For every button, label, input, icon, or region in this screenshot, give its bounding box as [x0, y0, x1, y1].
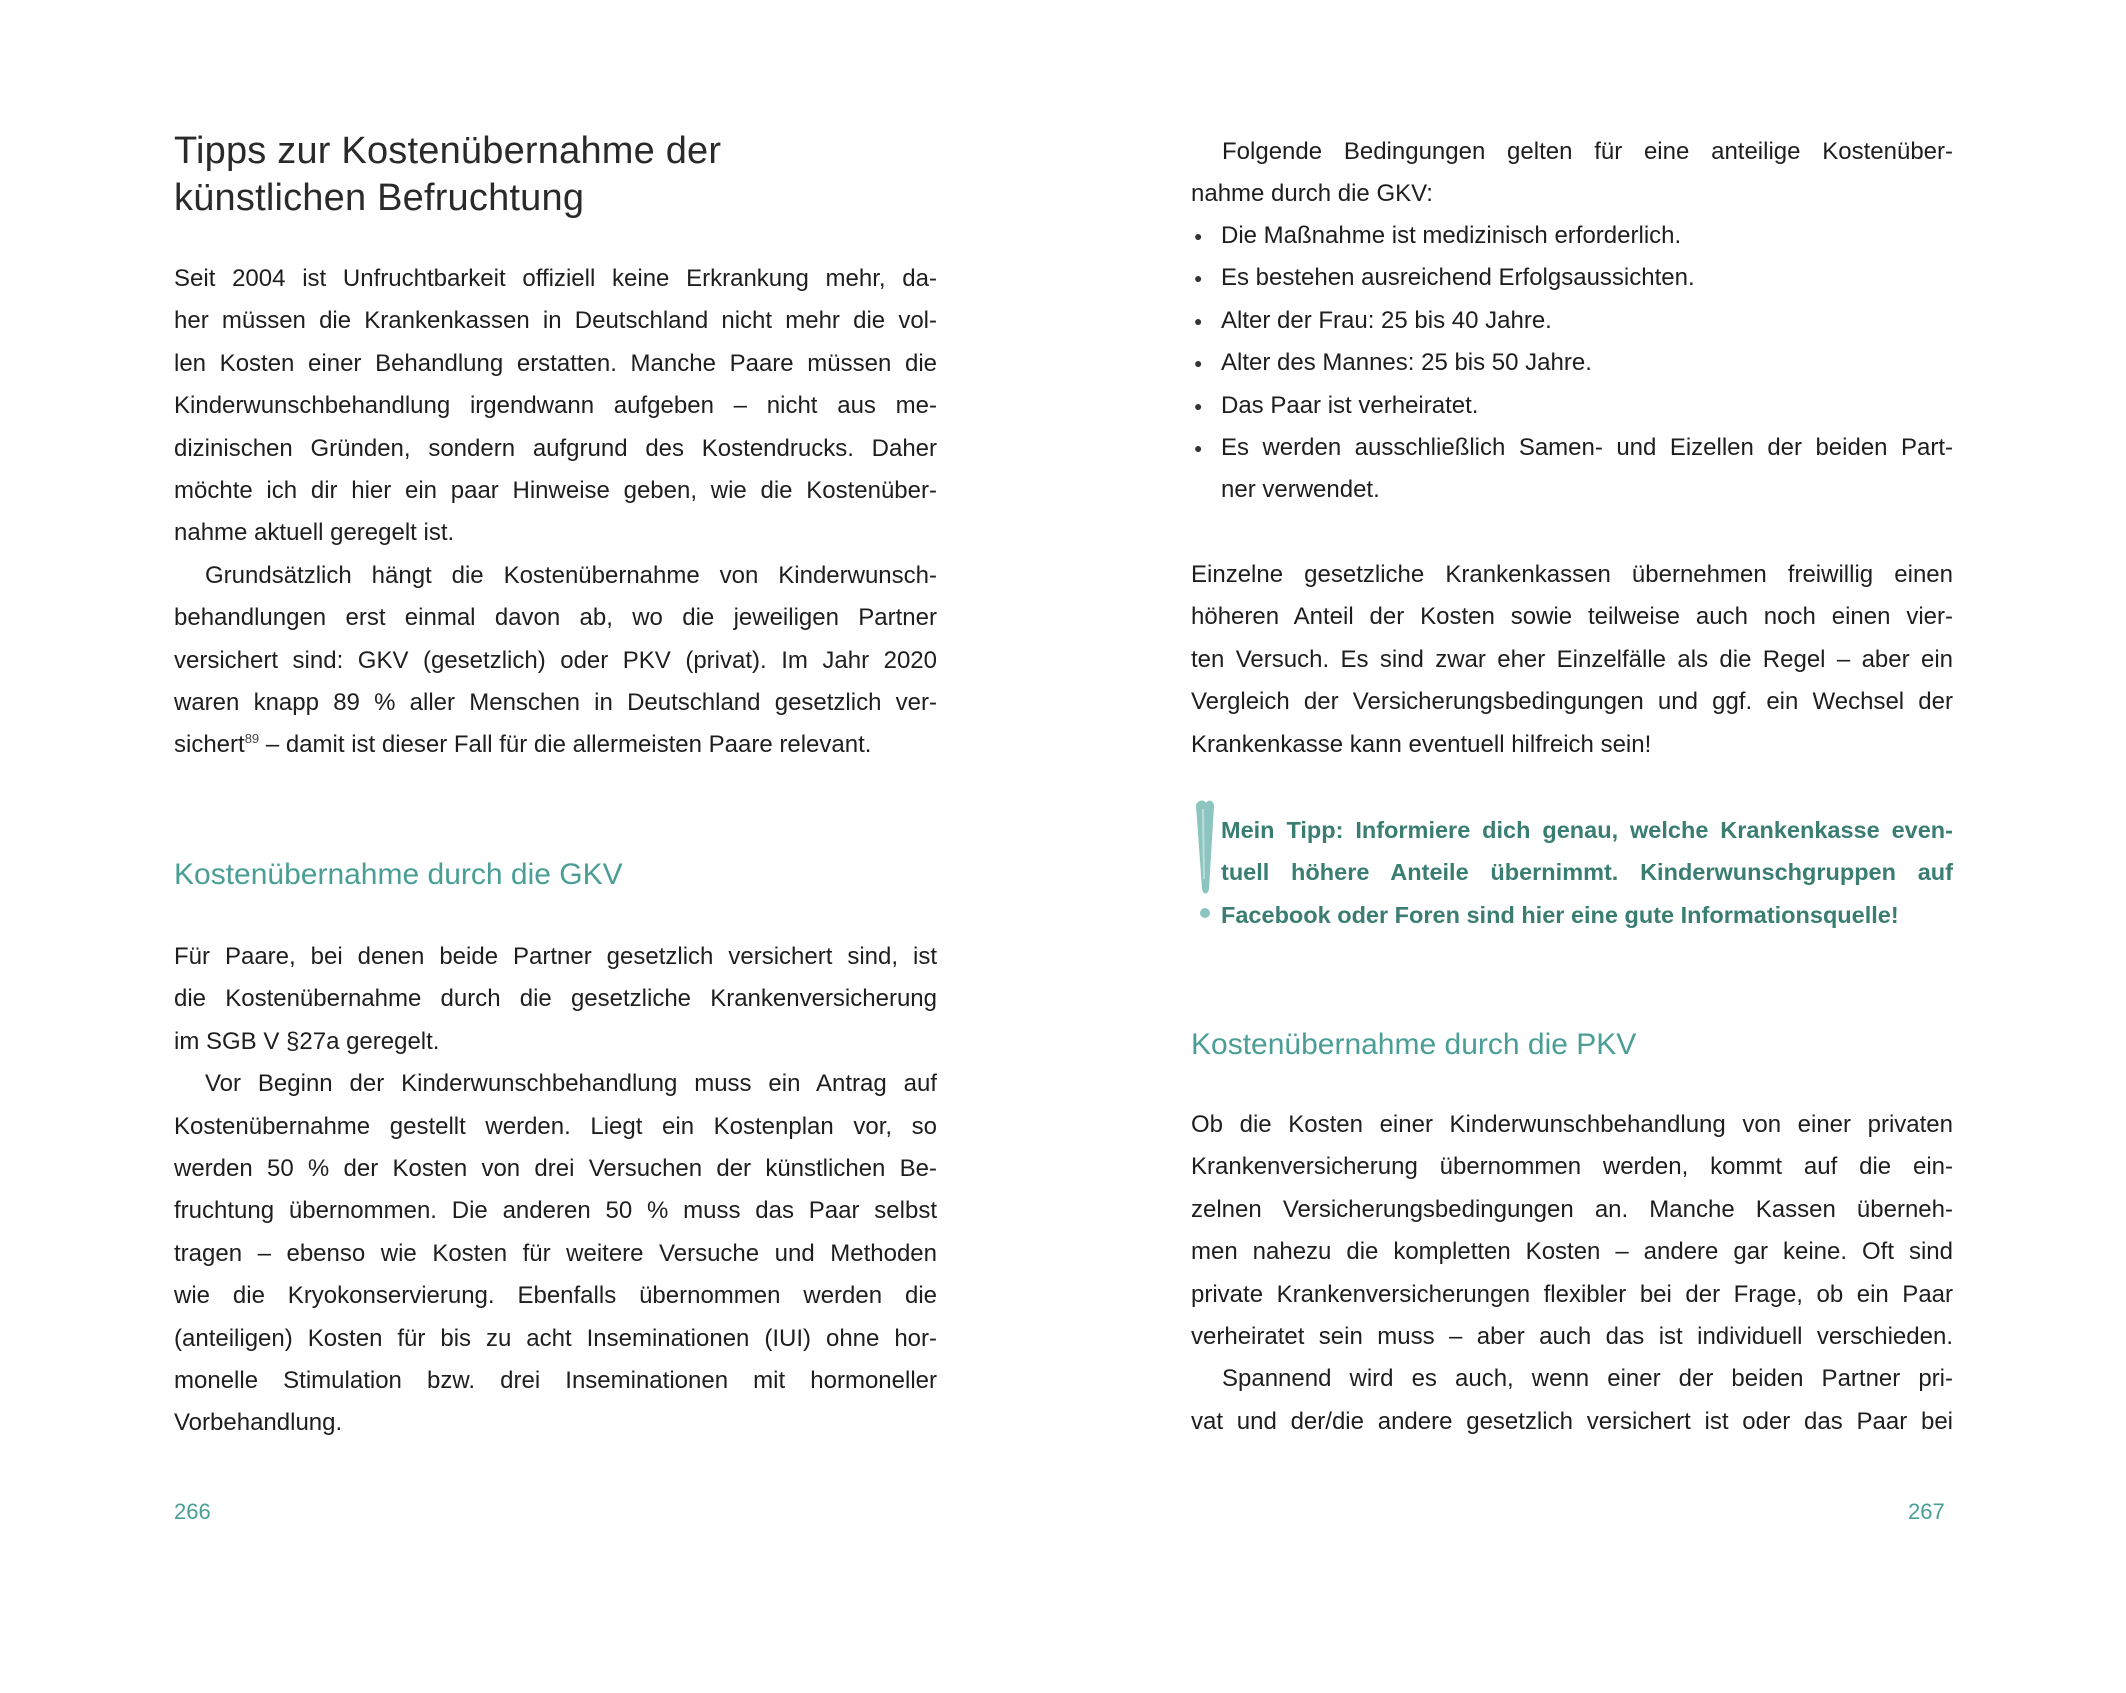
text-line: fruchtung übernommen. Die anderen 50 % muss das Paar selbst	[174, 1197, 937, 1225]
list-item-text: Es werden ausschließlich Samen- und Eizellen der beiden Part-	[1221, 433, 1953, 461]
text-line	[174, 724, 937, 766]
bullet-icon: ●	[1194, 228, 1203, 244]
text-line: versichert sind: GKV (gesetzlich) oder PKV (privat). Im Jahr 2020	[174, 646, 937, 674]
pkv-paragraphs	[1191, 1104, 1953, 1443]
list-item	[1191, 427, 1953, 512]
text-line: behandlungen erst einmal davon ab, wo die jeweiligen Partner	[174, 604, 937, 632]
tip-box	[1191, 809, 1953, 936]
section-heading-pkv: Kostenübernahme durch die PKV	[1191, 1028, 1637, 1061]
text-line: Kostenübernahme gestellt werden. Liegt ein Kostenplan vor, so	[174, 1112, 937, 1140]
chapter-title-line: Tipps zur Kostenübernahme der	[174, 130, 722, 172]
text-line: die Kostenübernahme durch die gesetzliche Krankenversicherung	[174, 985, 937, 1013]
intro-paragraphs	[174, 258, 937, 767]
list-item-text: Die Maßnahme ist medizinisch erforderlich.	[1221, 222, 1682, 249]
text-line: Kinderwunschbehandlung irgendwann aufgeben – nicht aus me-	[174, 392, 937, 420]
bullet-icon: ●	[1194, 270, 1203, 287]
conditions-list	[1191, 215, 1953, 512]
text-line: Vergleich der Versicherungsbedingungen und ggf. ein Wechsel der	[1191, 688, 1953, 716]
list-item	[1191, 257, 1953, 299]
text-line: verheiratet sein muss – aber auch das ist individuell verschieden.	[1191, 1322, 1953, 1350]
text-fragment: – damit ist dieser Fall für die allermeisten Paare relevant.	[259, 731, 872, 759]
exclamation-icon	[1192, 799, 1218, 927]
chapter-title-line: künstlichen Befruchtung	[174, 177, 585, 219]
list-item-text: Alter der Frau: 25 bis 40 Jahre.	[1221, 306, 1552, 334]
text-line: Vorbehandlung.	[174, 1409, 343, 1437]
text-line: Krankenversicherung übernommen werden, kommt auf die ein-	[1191, 1153, 1953, 1181]
list-item	[1191, 215, 1953, 257]
text-line: wie die Kryokonservierung. Ebenfalls übernommen werden die	[174, 1282, 937, 1310]
text-line: dizinischen Gründen, sondern aufgrund des Kostendrucks. Daher	[174, 434, 937, 462]
text-line: Vor Beginn der Kinderwunschbehandlung muss ein Antrag auf	[205, 1070, 937, 1098]
tip-text-line: Mein Tipp: Informiere dich genau, welche Krankenkasse even-	[1221, 817, 1953, 843]
text-line: Einzelne gesetzliche Krankenkassen übernehmen freiwillig einen	[1191, 561, 1953, 588]
bullet-icon: ●	[1194, 355, 1203, 372]
text-line: Spannend wird es auch, wenn einer der beiden Partner pri-	[1222, 1365, 1953, 1393]
text-line: Seit 2004 ist Unfruchtbarkeit offiziell keine Erkrankung mehr, da-	[174, 265, 937, 292]
text-line: monelle Stimulation bzw. drei Inseminationen mit hormoneller	[174, 1366, 937, 1394]
voluntary-paragraph	[1191, 554, 1953, 766]
list-item-text: Das Paar ist verheiratet.	[1221, 391, 1479, 419]
text-line: waren knapp 89 % aller Menschen in Deutschland gesetzlich ver-	[174, 688, 937, 716]
text-line: möchte ich dir hier ein paar Hinweise geben, wie die Kostenüber-	[174, 476, 937, 504]
text-line: nahme durch die GKV:	[1191, 180, 1433, 208]
list-item-text: ner verwendet.	[1221, 476, 1380, 504]
list-item	[1191, 300, 1953, 342]
text-line: höheren Anteil der Kosten sowie teilweise auch noch einen vier-	[1191, 603, 1953, 631]
text-line: werden 50 % der Kosten von drei Versuchen der künstlichen Be-	[174, 1154, 937, 1182]
tip-text-line: Facebook oder Foren sind hier eine gute Informationsquelle!	[1221, 901, 1899, 928]
bullet-icon: ●	[1194, 312, 1203, 329]
text-line: men nahezu die kompletten Kosten – andere gar keine. Oft sind	[1191, 1238, 1953, 1266]
chapter-title	[174, 128, 937, 222]
gkv-paragraphs	[174, 936, 937, 1445]
bullet-icon: ●	[1194, 397, 1203, 414]
text-line: im SGB V §27a geregelt.	[174, 1027, 440, 1055]
text-line: ten Versuch. Es sind zwar eher Einzelfälle als die Regel – aber ein	[1191, 645, 1953, 673]
text-line: vat und der/die andere gesetzlich versichert ist oder das Paar bei	[1191, 1407, 1953, 1435]
list-item	[1191, 342, 1953, 384]
text-line: private Krankenversicherungen flexibler bei der Frage, ob ein Paar	[1191, 1280, 1953, 1308]
bullet-icon: ●	[1194, 439, 1203, 456]
text-line: Folgende Bedingungen gelten für eine anteilige Kostenüber-	[1222, 138, 1953, 165]
text-line: Krankenkasse kann eventuell hilfreich sein!	[1191, 730, 1652, 758]
text-line: Grundsätzlich hängt die Kostenübernahme von Kinderwunsch-	[205, 561, 937, 589]
list-item-text: Es bestehen ausreichend Erfolgsaussichten.	[1221, 264, 1695, 292]
conditions-intro	[1191, 131, 1953, 216]
tip-text-line: tuell höhere Anteile übernimmt. Kinderwunschgruppen auf	[1221, 859, 1953, 886]
page-number-right: 267	[1908, 1499, 1945, 1524]
footnote-reference[interactable]: 89	[244, 731, 260, 747]
page-number-left: 266	[174, 1499, 211, 1524]
text-line: zelnen Versicherungsbedingungen an. Manche Kassen überneh-	[1191, 1195, 1953, 1223]
text-line: nahme aktuell geregelt ist.	[174, 519, 455, 547]
text-line: len Kosten einer Behandlung erstatten. Manche Paare müssen die	[174, 349, 937, 377]
text-line: (anteiligen) Kosten für bis zu acht Inseminationen (IUI) ohne hor-	[174, 1324, 937, 1352]
text-line: Für Paare, bei denen beide Partner gesetzlich versichert sind, ist	[174, 943, 937, 970]
list-item	[1191, 385, 1953, 427]
text-line: tragen – ebenso wie Kosten für weitere Versuche und Methoden	[174, 1239, 937, 1267]
list-item-text: Alter des Mannes: 25 bis 50 Jahre.	[1221, 349, 1592, 377]
text-line: Ob die Kosten einer Kinderwunschbehandlung von einer privaten	[1191, 1111, 1953, 1138]
text-fragment: sichert	[174, 731, 245, 759]
right-page	[1063, 0, 2126, 1693]
text-line: her müssen die Krankenkassen in Deutschland nicht mehr die vol-	[174, 307, 937, 335]
section-heading-gkv: Kostenübernahme durch die GKV	[174, 858, 623, 891]
